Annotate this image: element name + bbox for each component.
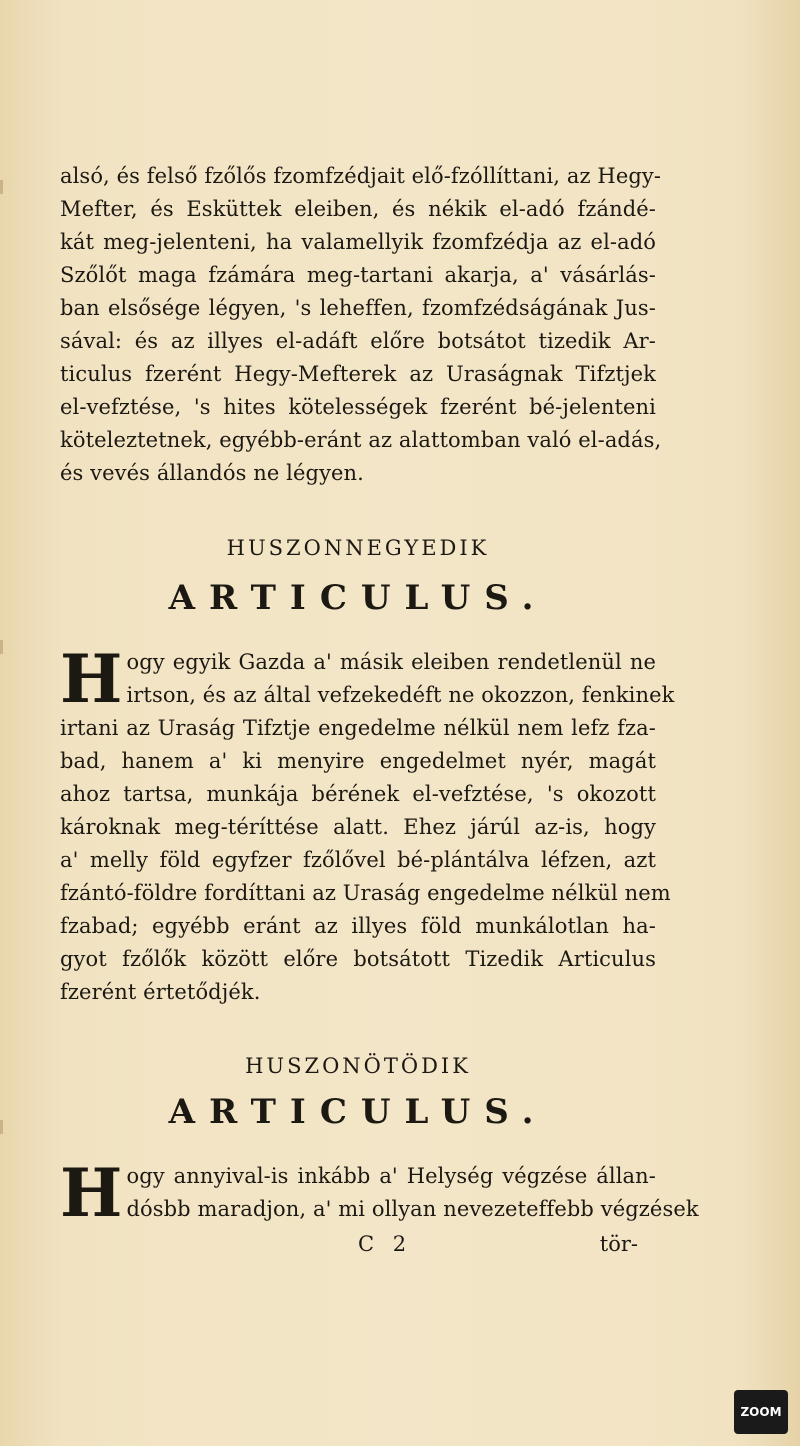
text-line: dósbb maradjon, a' mi ollyan nevezeteffebb végzések — [126, 1197, 699, 1221]
zoom-badge-label: ZOOM — [740, 1405, 782, 1419]
page-footer — [60, 1232, 656, 1262]
text-line: gyot fzőlők között előre botsátott Tizedik Articulus — [60, 947, 656, 971]
article-24-body — [60, 640, 675, 1009]
text-line: alsó, és felső fzőlős fzomfzédjait elő-fzóllíttani, az Hegy- — [60, 164, 662, 188]
dropcap-letter: H — [60, 1154, 123, 1232]
text-line: és vevés állandós ne légyen. — [60, 461, 364, 485]
text-line: fzántó-földre fordíttani az Uraság engedelme nélkül nem — [60, 881, 671, 905]
catchword: tör- — [599, 1232, 638, 1256]
text-line: ogy egyik Gazda a' másik eleiben rendetlenül ne — [126, 650, 656, 674]
article-24-title-heading: ARTICULUS. — [168, 578, 548, 618]
text-line: kát meg-jelenteni, ha valamellyik fzomfzédja az el-adó — [60, 230, 656, 254]
text-line: irtson, és az által vefzekedéft ne okozzon, fenkinek — [126, 683, 675, 707]
signature-mark: C 2 — [358, 1232, 413, 1256]
text-line: ogy annyival-is inkább a' Helység végzése állan- — [126, 1164, 656, 1188]
text-line: bad, hanem a' ki menyire engedelmet nyér, magát — [60, 749, 656, 773]
text-line: el-vefztése, 's hites kötelességek fzerént bé-jelenteni — [60, 395, 656, 419]
text-line: fzerént értetődjék. — [60, 980, 261, 1004]
text-line: Mefter, és Esküttek eleiben, és nékik el-adó fzándé- — [60, 197, 656, 221]
text-line: fzabad; egyébb eránt az illyes föld munkálotlan ha- — [60, 914, 656, 938]
article-25-ordinal-heading: HUSZONÖTÖDIK — [245, 1054, 471, 1078]
article-25-body — [60, 1154, 699, 1232]
text-line: a' melly föld egyfzer fzőlővel bé-plántálva léfzen, azt — [60, 848, 656, 872]
paragraph-continued — [60, 160, 662, 490]
text-line: köteleztetnek, egyébb-eránt az alattomban való el-adás, — [60, 428, 662, 452]
page-edge-mark — [0, 180, 3, 194]
text-line: ahoz tartsa, munkája bérének el-vefztése, 's okozott — [60, 782, 656, 806]
article-24-ordinal-heading: HUSZONNEGYEDIK — [226, 536, 490, 560]
text-line: irtani az Uraság Tifztje engedelme nélkül nem lefz fza- — [60, 716, 656, 740]
page-edge-mark — [0, 1120, 3, 1134]
text-line: ticulus fzerént Hegy-Mefterek az Uraságnak Tifztjek — [60, 362, 656, 386]
text-line: Szőlőt maga fzámára meg-tartani akarja, a' vásárlás- — [60, 263, 656, 287]
text-line: sával: és az illyes el-adáft előre botsátot tizedik Ar- — [60, 329, 656, 353]
page-edge-mark — [0, 640, 3, 654]
article-25-title-heading: ARTICULUS. — [168, 1092, 548, 1132]
dropcap-letter: H — [60, 640, 123, 718]
text-line: károknak meg-téríttése alatt. Ehez járúl az-is, hogy — [60, 815, 656, 839]
zoom-badge[interactable] — [734, 1390, 788, 1434]
text-line: ban elsősége légyen, 's leheffen, fzomfzédságának Jus- — [60, 296, 656, 320]
